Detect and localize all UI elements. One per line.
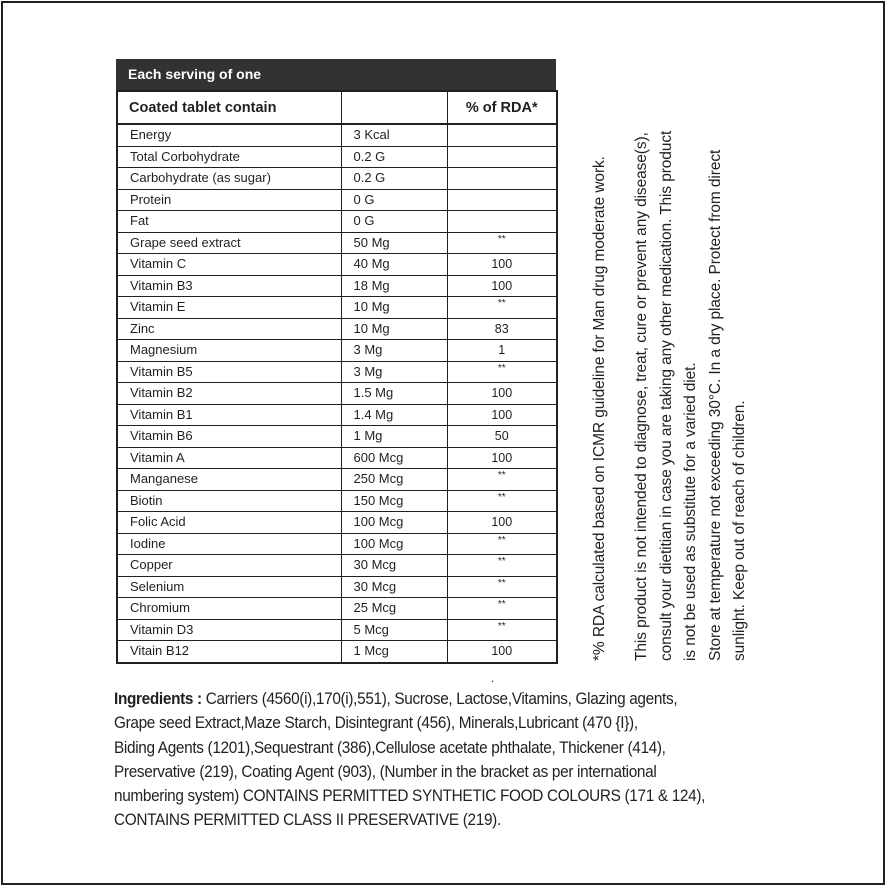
disclaimer-line: This product is not intended to diagnose, treat, cure or prevent any disease(s), [633,132,650,661]
nutrient-rda: 50 [447,426,557,448]
nutrient-rda: 83 [447,318,557,340]
nutrient-name: Grape seed extract [117,232,341,254]
table-head-row [117,91,557,124]
nutrient-amount: 1 Mcg [341,641,447,663]
nutrient-name: Vitain B12 [117,641,341,663]
disclaimer-line: is not be used as substitute for a varied diet. [682,362,699,661]
nutrient-amount: 150 Mcg [341,490,447,512]
nutrient-amount: 1 Mg [341,426,447,448]
nutrient-amount: 0.2 G [341,168,447,190]
table-row [117,619,557,641]
nutrient-rda: 1 [447,340,557,362]
nutrient-name: Folic Acid [117,512,341,534]
nutrient-rda [447,124,557,146]
disclaimer-and-storage [630,131,753,661]
nutrient-rda: ** [447,232,557,254]
rda-footnote [588,156,613,661]
nutrient-rda: 100 [447,641,557,663]
nutrient-name: Chromium [117,598,341,620]
nutrient-name: Selenium [117,576,341,598]
disclaimer-line: consult your dietitian in case you are taking any other medication. This product [657,130,675,661]
nutrient-rda: 100 [447,447,557,469]
table-row [117,254,557,276]
nutrient-amount: 100 Mcg [341,533,447,555]
nutrient-name: Iodine [117,533,341,555]
nutrient-amount: 40 Mg [341,254,447,276]
nutrient-amount: 250 Mcg [341,469,447,491]
nutrient-amount: 30 Mcg [341,555,447,577]
rda-footnote-text: *% RDA calculated based on ICMR guideline for Man drug moderate work. [591,156,608,661]
table-row [117,512,557,534]
nutrient-rda: ** [447,598,557,620]
nutrient-amount: 10 Mg [341,297,447,319]
table-row [117,447,557,469]
nutrition-table [116,59,556,664]
nutrient-rda: 100 [447,254,557,276]
nutrient-amount: 3 Mg [341,361,447,383]
nutrient-rda: ** [447,576,557,598]
nutrient-name: Vitamin C [117,254,341,276]
nutrient-amount: 1.5 Mg [341,383,447,405]
ingredients-line: numbering system) CONTAINS PERMITTED SYNTHETIC FOOD COLOURS (171 & 124), [114,787,706,806]
nutrient-rda: 100 [447,383,557,405]
nutrient-name: Total Corbohydrate [117,146,341,168]
nutrient-amount: 30 Mcg [341,576,447,598]
ingredients-line [114,687,784,711]
table-row [117,361,557,383]
nutrient-name: Zinc [117,318,341,340]
table-row [117,124,557,146]
nutrient-name: Vitamin B3 [117,275,341,297]
nutrient-rda: ** [447,361,557,383]
amount-column-header [341,91,447,124]
nutrient-amount: 600 Mcg [341,447,447,469]
table-row [117,533,557,555]
table-row [117,641,557,663]
table-row [117,555,557,577]
ingredients-block [114,687,784,833]
nutrient-amount: 5 Mcg [341,619,447,641]
stray-dot: . [491,671,495,685]
table-row [117,168,557,190]
nutrient-amount: 0 G [341,189,447,211]
rda-column-header: % of RDA* [447,91,557,124]
nutrient-name: Vitamin B2 [117,383,341,405]
nutrient-amount: 18 Mg [341,275,447,297]
table-row [117,469,557,491]
nutrient-name: Vitamin B6 [117,426,341,448]
ingredients-label: Ingredients : [114,690,202,708]
nutrient-name: Biotin [117,490,341,512]
table-row [117,275,557,297]
nutrition-grid [116,90,558,664]
nutrient-rda [447,189,557,211]
table-row [117,318,557,340]
ingredients-line: CONTAINS PERMITTED CLASS II PRESERVATIVE (219). [114,811,501,830]
table-row [117,146,557,168]
nutrient-rda [447,146,557,168]
table-row [117,404,557,426]
nutrient-name: Vitamin B1 [117,404,341,426]
nutrient-rda: ** [447,555,557,577]
ingredients-line: Grape seed Extract,Maze Starch, Disintegrant (456), Minerals,Lubricant (470 {I}), [114,714,638,733]
nutrient-name: Protein [117,189,341,211]
nutrient-name: Energy [117,124,341,146]
nutrient-rda: 100 [447,275,557,297]
nutrient-rda: 100 [447,512,557,534]
ingredients-line: Preservative (219), Coating Agent (903), (Number in the bracket as per international [114,762,657,781]
nutrient-name: Magnesium [117,340,341,362]
nutrient-amount: 0.2 G [341,146,447,168]
nutrient-rda: ** [447,490,557,512]
table-row [117,211,557,233]
nutrient-name: Copper [117,555,341,577]
storage-line: Store at temperature not exceeding 30°C. In a dry place. Protect from direct [706,149,724,661]
nutrient-rda: 100 [447,404,557,426]
nutrient-name: Vitamin A [117,447,341,469]
nutrient-rda: ** [447,297,557,319]
table-row [117,576,557,598]
nutrient-rda: ** [447,619,557,641]
nutrient-rda: ** [447,533,557,555]
nutrient-name: Carbohydrate (as sugar) [117,168,341,190]
table-title: Each serving of one [116,59,556,90]
ingredients-line: Biding Agents (1201),Sequestrant (386),Cellulose acetate phthalate, Thickener (414), [114,738,666,757]
nutrient-amount: 0 G [341,211,447,233]
table-row [117,232,557,254]
table-row [117,297,557,319]
nutrient-amount: 1.4 Mg [341,404,447,426]
nutrient-amount: 3 Kcal [341,124,447,146]
nutrient-amount: 25 Mcg [341,598,447,620]
table-row [117,490,557,512]
nutrient-amount: 50 Mg [341,232,447,254]
nutrient-amount: 3 Mg [341,340,447,362]
nutrient-rda: ** [447,469,557,491]
table-row [117,598,557,620]
table-row [117,426,557,448]
storage-line: sunlight. Keep out of reach of children. [731,400,748,661]
table-body [117,124,557,663]
nutrient-name: Vitamin B5 [117,361,341,383]
nutrient-name: Vitamin D3 [117,619,341,641]
nutrient-name: Fat [117,211,341,233]
nutrient-rda [447,168,557,190]
ingredients-text: Carriers (4560(i),170(i),551), Sucrose, Lactose,Vitamins, Glazing agents, [205,690,678,708]
table-row [117,340,557,362]
nutrient-name: Manganese [117,469,341,491]
table-row [117,189,557,211]
table-subtitle: Coated tablet contain [117,91,341,124]
nutrient-name: Vitamin E [117,297,341,319]
table-row [117,383,557,405]
nutrient-amount: 10 Mg [341,318,447,340]
nutrient-rda [447,211,557,233]
nutrient-amount: 100 Mcg [341,512,447,534]
